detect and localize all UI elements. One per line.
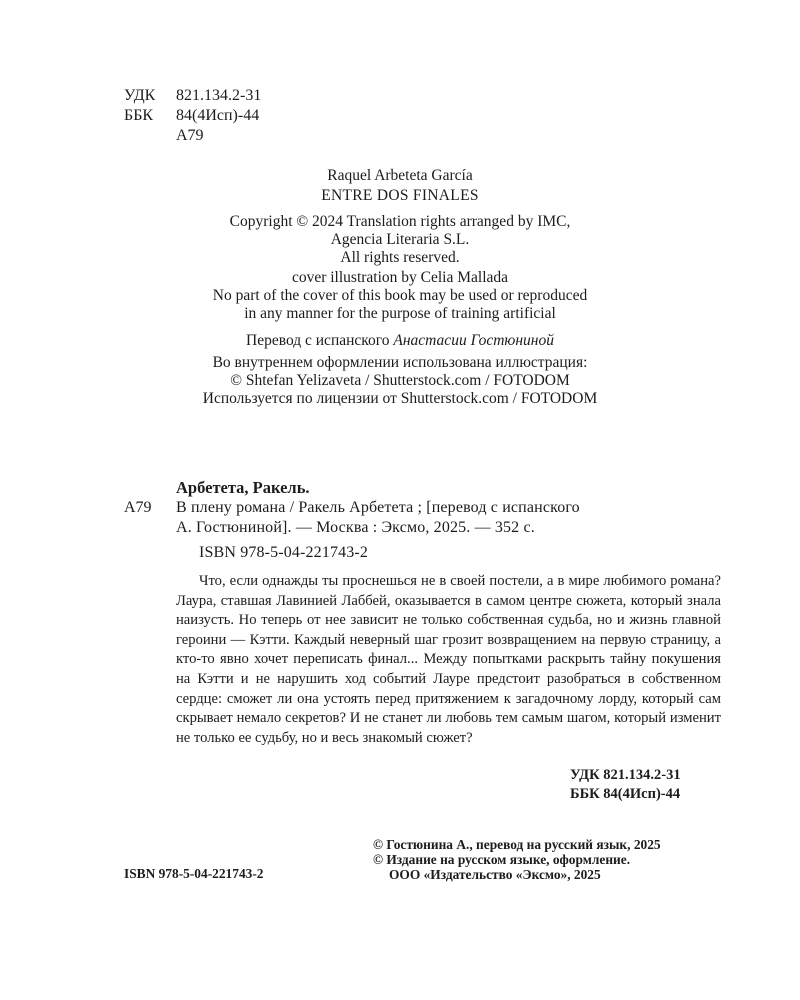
rights-line-5: No part of the cover of this book may be used or reproduced bbox=[212, 287, 588, 304]
index-bbk: ББК 84(4Исп)-44 bbox=[570, 786, 681, 802]
record-title-line-1: В плену романа / Ракель Арбетета ; [перевод с испанского bbox=[176, 499, 580, 516]
bbk-value: 84(4Исп)-44 bbox=[176, 107, 260, 124]
bbk-row bbox=[124, 107, 259, 125]
record-title-line-2: А. Гостюниной]. — Москва : Эксмо, 2025. — 352 с. bbox=[176, 519, 535, 536]
copyright-translation: © Гостюнина А., перевод на русский язык, 2025 bbox=[373, 837, 661, 852]
index-udk: УДК 821.134.2-31 bbox=[570, 767, 681, 783]
translation-credit bbox=[0, 332, 800, 350]
udk-row bbox=[124, 87, 261, 105]
udk-value: 821.134.2-31 bbox=[176, 87, 262, 104]
udk-label: УДК bbox=[124, 87, 156, 104]
record-code: А79 bbox=[124, 499, 152, 516]
record-isbn: ISBN 978-5-04-221743-2 bbox=[199, 544, 369, 561]
original-author: Raquel Arbeteta García bbox=[327, 167, 473, 184]
rights-line-4: cover illustration by Celia Mallada bbox=[291, 269, 509, 286]
illustration-line-2: © Shtefan Yelizaveta / Shutterstock.com / FOTODOM bbox=[230, 372, 570, 389]
illustration-line-1: Во внутреннем оформлении использована иллюстрация: bbox=[212, 354, 588, 371]
translation-prefix: Перевод с испанского bbox=[246, 332, 394, 349]
original-title: ENTRE DOS FINALES bbox=[321, 187, 479, 204]
author-mark-row bbox=[124, 127, 204, 145]
rights-line-2: Agencia Literaria S.L. bbox=[330, 231, 470, 248]
copyright-publisher: ООО «Издательство «Эксмо», 2025 bbox=[389, 867, 601, 882]
bbk-label: ББК bbox=[124, 107, 154, 124]
author-mark: А79 bbox=[176, 127, 204, 144]
rights-line-1: Copyright © 2024 Translation rights arranged by IMC, bbox=[229, 213, 571, 230]
footer-isbn: ISBN 978-5-04-221743-2 bbox=[124, 866, 264, 881]
illustration-line-3: Используется по лицензии от Shutterstock.com / FOTODOM bbox=[202, 390, 598, 407]
annotation-text: Что, если однажды ты проснешься не в своей постели, а в мире любимого романа? Лаура, ставшая Лавинией Лаббей, оказывается в самом центре сюжета, который знала наизусть. Но теперь от нее зависит не только собственная судьба, но и жизнь главной героини — Кэтти. Каждый неверный шаг грозит возвращением на первую страницу, а кто-то явно хочет переписать финал... Между попытками раскрыть тайну покушения на Кэтти и не нарушить ход событий Лауре предстоит разобраться в собственном сердце: сможет ли она устоять перед притяжением к загадочному лорду, который сам скрывает немало секретов? И не станет ли любовь тем самым шагом, который изменит не только ее судьбу, но и весь знакомый сюжет? bbox=[176, 573, 721, 746]
record-author-heading: Арбетета, Ракель. bbox=[176, 478, 310, 497]
rights-line-3: All rights reserved. bbox=[340, 249, 460, 266]
copyright-edition: © Издание на русском языке, оформление. bbox=[373, 852, 631, 867]
translator-name: Анастасии Гостюниной bbox=[393, 332, 554, 349]
rights-line-6: in any manner for the purpose of training artificial bbox=[244, 305, 556, 322]
annotation bbox=[176, 572, 721, 748]
